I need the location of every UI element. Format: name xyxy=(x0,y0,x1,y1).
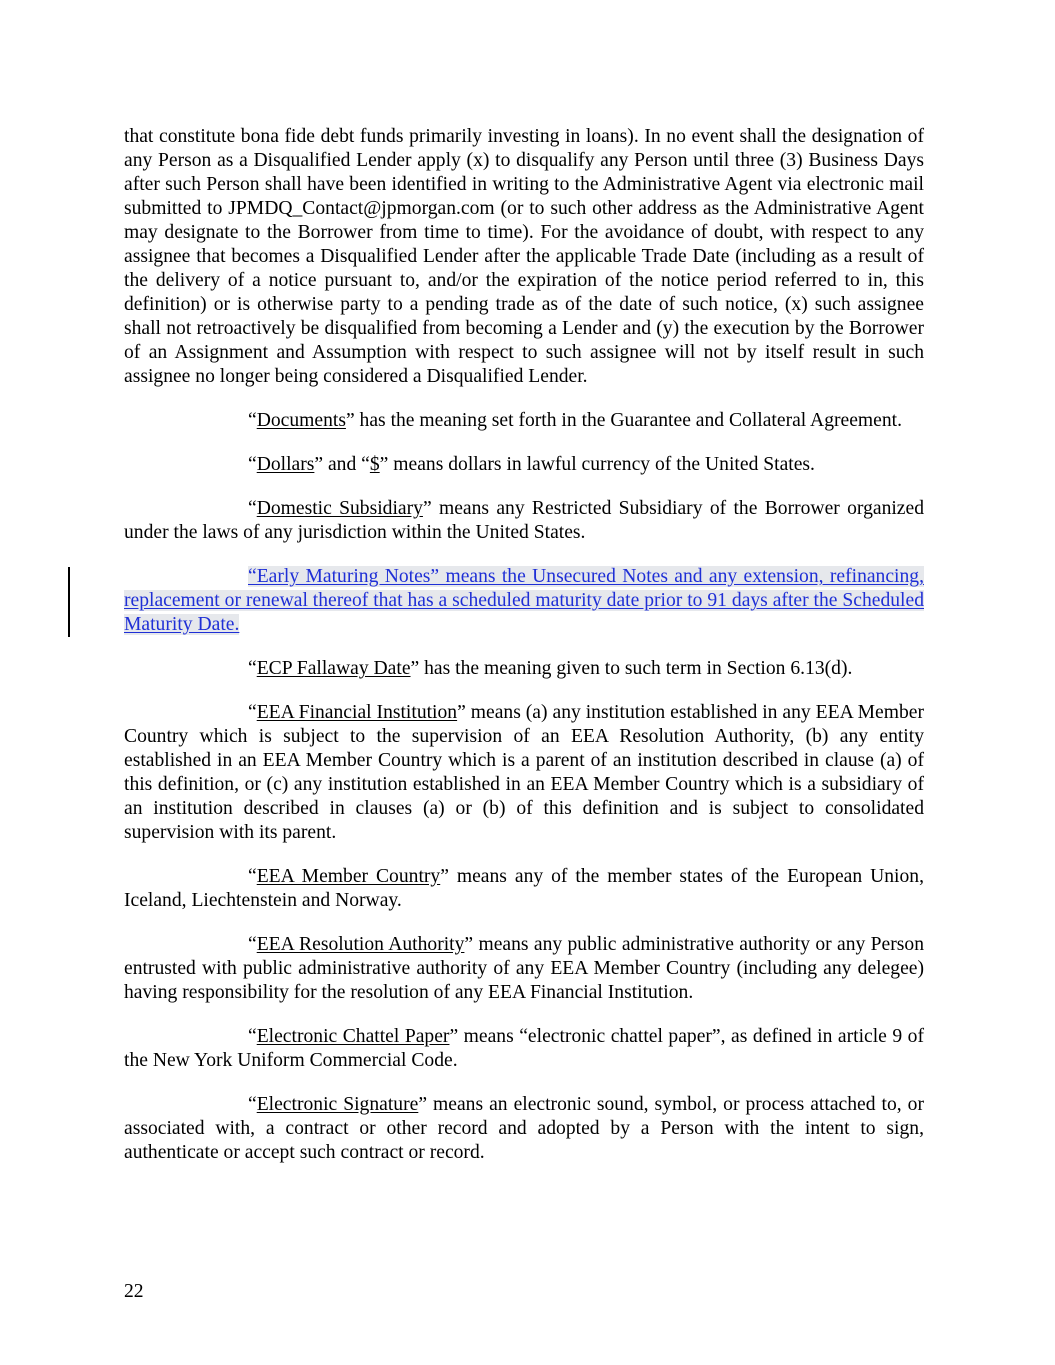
open-quote: “ xyxy=(248,866,257,887)
defined-term: Documents xyxy=(256,410,346,431)
definition-body: means dollars in lawful currency of the United States. xyxy=(388,454,815,475)
defined-term-symbol: $ xyxy=(369,454,380,475)
page-number: 22 xyxy=(124,1281,144,1302)
close-quote: ” xyxy=(449,1026,459,1047)
defined-term: Dollars xyxy=(256,454,315,475)
definition-body: means any public administrative authority or any Person entrusted with public administrative authority of any EEA Member Country (including any delegee) having responsibility for the resolution of any EEA Financial Institution. xyxy=(124,934,924,1003)
quote-connector: ” and “ xyxy=(314,454,370,475)
open-quote: “ xyxy=(248,1026,257,1047)
defined-term: Electronic Signature xyxy=(256,1094,419,1115)
definition-electronic-signature xyxy=(124,1093,924,1165)
defined-term: Electronic Chattel Paper xyxy=(256,1026,450,1047)
definition-domestic-subsidiary xyxy=(124,497,924,545)
definition-eea-financial-institution xyxy=(124,701,924,845)
close-quote: ” xyxy=(418,1094,428,1115)
defined-term: EEA Resolution Authority xyxy=(256,934,465,955)
close-quote: ” xyxy=(440,866,449,887)
defined-term: EEA Financial Institution xyxy=(256,702,458,723)
revision-change-bar xyxy=(68,567,70,637)
close-quote: ” xyxy=(457,702,466,723)
definition-body: means “electronic chattel paper”, as defined in article 9 of the New York Uniform Commercial Code. xyxy=(124,1026,924,1071)
defined-term: ECP Fallaway Date xyxy=(256,658,411,679)
close-quote: ” xyxy=(464,934,474,955)
definition-dollars xyxy=(124,453,924,477)
open-quote: “ xyxy=(248,498,257,519)
close-quote: ” xyxy=(379,454,389,475)
document-page xyxy=(124,125,924,1185)
definition-early-maturing-notes-inserted xyxy=(124,565,924,637)
open-quote: “ xyxy=(248,658,257,679)
open-quote: “ xyxy=(248,934,257,955)
continuation-paragraph: that constitute bona fide debt funds primarily investing in loans). In no event shall the designation of any Person as a Disqualified Lender apply (x) to disqualify any Person until three (3) Business Days after such Person shall have been identified in writing to the Administrative Agent via electronic mail submitted to JPMDQ_Contact@jpmorgan.com (or to such other address as the Administrative Agent may designate to the Borrower from time to time). For the avoidance of doubt, with respect to any assignee that becomes a Disqualified Lender after the applicable Trade Date (including as a result of the delivery of a notice pursuant to, and/or the expiration of the notice period referred to in, this definition) or is otherwise party to a pending trade as of the date of such notice, (x) such assignee shall not retroactively be disqualified from becoming a Lender and (y) the execution by the Borrower of an Assignment and Assumption with respect to such assignee will not by itself result in such assignee no longer being considered a Disqualified Lender. xyxy=(124,126,924,387)
definition-body: means any of the member states of the European Union, Iceland, Liechtenstein and Norway. xyxy=(124,866,924,911)
definition-body: has the meaning given to such term in Section 6.13(d). xyxy=(419,658,853,679)
close-quote: ” xyxy=(422,498,432,519)
definition-eea-resolution-authority xyxy=(124,933,924,1005)
definition-eea-member-country xyxy=(124,865,924,913)
close-quote: ” xyxy=(345,410,355,431)
definition-ecp-fallaway-date xyxy=(124,657,924,681)
inserted-revision-text: “Early Maturing Notes” means the Unsecured Notes and any extension, refinancing, replacement or renewal thereof that has a scheduled maturity date prior to 91 days after the Scheduled Maturity Date. xyxy=(124,566,924,635)
defined-term: Domestic Subsidiary xyxy=(256,498,423,519)
definition-documents xyxy=(124,409,924,433)
close-quote: ” xyxy=(410,658,420,679)
definition-body: means an electronic sound, symbol, or process attached to, or associated with, a contract or other record and adopted by a Person with the intent to sign, authenticate or accept such contract or record. xyxy=(124,1094,924,1163)
open-quote: “ xyxy=(248,454,257,475)
definition-body: means (a) any institution established in any EEA Member Country which is subject to the supervision of an EEA Resolution Authority, (b) any entity established in an EEA Member Country which is a parent of an institution described in clause (a) of this definition, or (c) any institution established in an EEA Member Country which is a subsidiary of an institution described in clauses (a) or (b) of this definition and is subject to consolidated supervision with its parent. xyxy=(124,702,924,843)
defined-term: EEA Member Country xyxy=(256,866,441,887)
definition-body: has the meaning set forth in the Guarantee and Collateral Agreement. xyxy=(354,410,902,431)
open-quote: “ xyxy=(248,410,257,431)
open-quote: “ xyxy=(248,702,257,723)
definition-body: means any Restricted Subsidiary of the Borrower organized under the laws of any jurisdiction within the United States. xyxy=(124,498,924,543)
definition-electronic-chattel-paper xyxy=(124,1025,924,1073)
open-quote: “ xyxy=(248,1094,257,1115)
